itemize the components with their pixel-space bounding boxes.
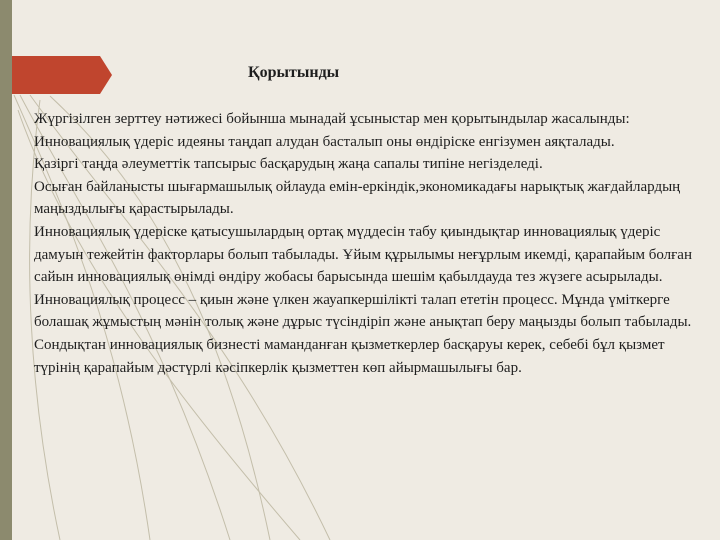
slide-title: Қорытынды: [248, 64, 340, 81]
title-banner-tip: [100, 56, 112, 94]
paragraph-5: Инновациялық үдеріске қатысушылардың ортақ мүддесін табу қиындықтар инновациялық үдеріс дамуын тежейтін факторлары болып табылады. Ұйым құрылымы неғұрлым икемді, қарапайым болған сайын инновациялық өнімді өндіру жобасы барысында шешім қабылдауда тез жүзеге асырылады.: [34, 223, 692, 286]
paragraph-3: Қазіргі таңда әлеуметтік тапсырыс басқарудың жаңа сапалы типіне негізделеді.: [34, 156, 543, 173]
paragraph-2: Инновациялық үдеріс идеяны таңдап алудан басталып оны өндіріске енгізумен аяқталады.: [34, 133, 615, 150]
left-accent-strip: [0, 0, 12, 540]
title-banner: [12, 56, 100, 94]
paragraph-1: Жүргізілген зерттеу нәтижесі бойынша мынадай ұсыныстар мен қорытындылар жасалынды:: [34, 111, 630, 127]
paragraph-7: Сондықтан инновациялық бизнесті маманданған қызметкерлер басқаруы керек, себебі бұл қызмет түрінің қарапайым дәстүрлі кәсіпкерлік қызметтен көп айырмашылығы бар.: [34, 336, 665, 376]
slide-body: [34, 108, 704, 379]
paragraph-6: Инновациялық процесс – қиын және үлкен жауапкершілікті талап ететін процесс. Мұнда үміткерге болашақ жұмыстың мәнін толық және дұрыс түсіндіріп және анықтап беру маңызды болып табылады.: [34, 291, 692, 331]
paragraph-4: Осыған байланысты шығармашылық ойлауда емін-еркіндік,экономикадағы нарықтық жағдайлардың маңыздылығы қарастырылады.: [34, 178, 681, 218]
